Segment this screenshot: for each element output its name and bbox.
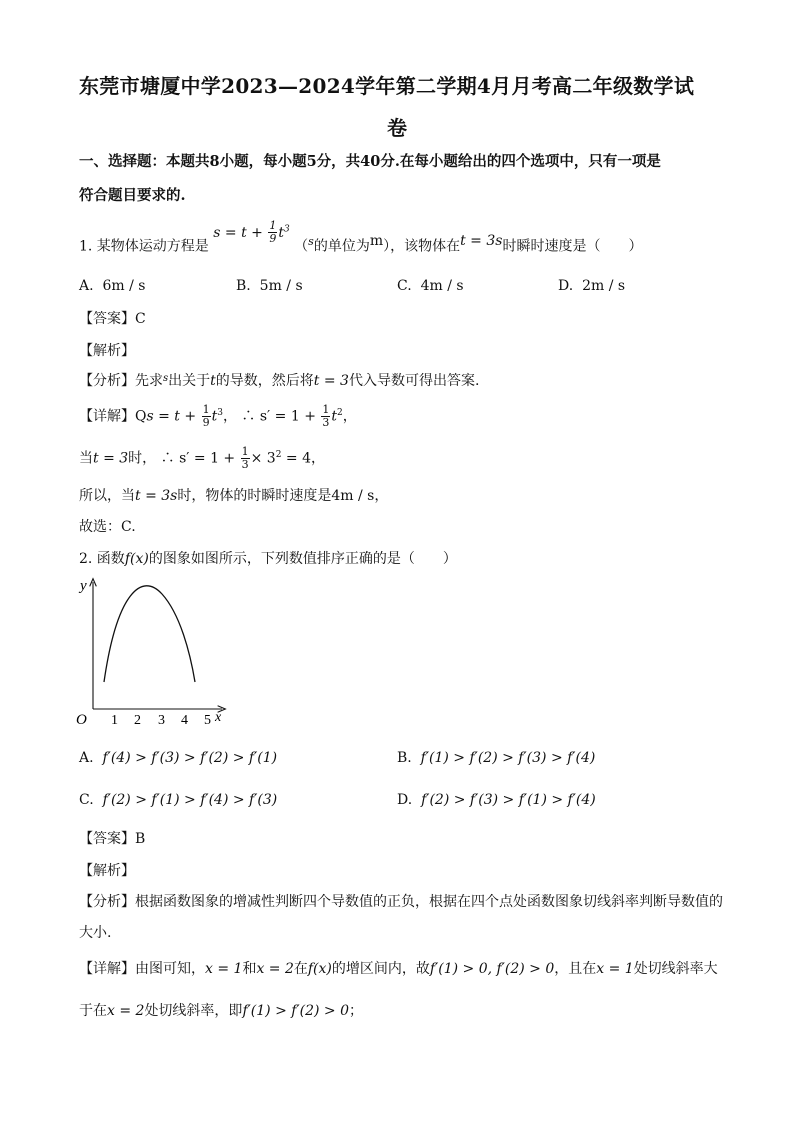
q1-detail-line4: 所以，当t = 3s时，物体的时瞬时速度是4m / s， — [79, 488, 389, 504]
q2-analysis-head: 【解析】 — [79, 863, 135, 879]
q2-stem: 2. 函数f(x)的图象如图所示，下列数值排序正确的是（ ） — [79, 551, 457, 567]
q2-option-b: B. f′(1) > f′(2) > f′(3) > f′(4) — [397, 750, 596, 766]
q1-option-d: D. 2m / s — [558, 278, 626, 294]
q1-option-c: C. 4m / s — [397, 278, 464, 294]
q1-analysis-head: 【解析】 — [79, 343, 135, 359]
q1-detail-line3: 当t = 3时， ∴ s′ = 1 + $\frac{1}{3}$ × $3^2 = 4$， — [79, 445, 325, 472]
q1-choose: 故选：C. — [79, 519, 136, 535]
x-tick-5: 5 — [204, 713, 211, 727]
function-graph — [72, 572, 232, 727]
section-heading: 一、选择题：本题共8小题，每小题5分，共40分.在每小题给出的四个选项中，只有一项是 — [79, 153, 661, 170]
q2-fenxi-line1: 【分析】根据函数图象的增减性判断四个导数值的正负，根据在四个点处函数图象切线斜率判断导数值的 — [79, 894, 723, 910]
x-tick-1: 1 — [111, 713, 118, 727]
q1-option-b: B. 5m / s — [236, 278, 303, 294]
q1-stem: 1. 某物体运动方程是 s = t + $\frac{1}{9}$ $t^3$ （$^s$的单位为m），该物体在t = 3s时瞬时速度是（ ） — [79, 219, 643, 255]
q1-fenxi: 【分析】先求$^s$出关于t的导数，然后将t = 3代入导数可得出答案. — [79, 373, 480, 389]
origin-label: O — [76, 712, 87, 727]
q1-answer: 【答案】C — [79, 311, 146, 327]
x-tick-4: 4 — [181, 713, 188, 727]
q1-option-a: A. 6m / s — [79, 278, 146, 294]
q2-fenxi-line2: 大小. — [79, 925, 112, 941]
y-axis-label: y — [80, 578, 87, 594]
page-title: 东莞市塘厦中学2023—2024学年第二学期4月月考高二年级数学试 — [79, 74, 695, 98]
q2-option-a: A. f′(4) > f′(3) > f′(2) > f′(1) — [79, 750, 278, 766]
function-curve — [104, 586, 195, 682]
x-axis-label: x — [215, 710, 222, 725]
page-title-cont: 卷 — [387, 116, 408, 140]
q2-detail-line1: 【详解】由图可知，x = 1和x = 2在f(x)的增区间内，故f′(1) > 0, f′(2) > 0，且在x = 1处切线斜率大 — [79, 961, 718, 977]
q2-option-d: D. f′(2) > f′(3) > f′(1) > f′(4) — [397, 792, 596, 808]
q2-answer: 【答案】B — [79, 831, 146, 847]
q2-option-c: C. f′(2) > f′(1) > f′(4) > f′(3) — [79, 792, 278, 808]
x-tick-3: 3 — [158, 713, 165, 727]
q2-detail-line2: 于在x = 2处切线斜率，即f′(1) > f′(2) > 0； — [79, 1003, 363, 1019]
x-tick-2: 2 — [134, 713, 141, 727]
q1-detail: 【详解】Qs = t + $\frac{1}{9}$ $t^3$， ∴ s′ = 1 + $\frac{1}{3}$ $t^2$， — [79, 403, 357, 430]
section-heading-cont: 符合题目要求的. — [79, 187, 186, 204]
